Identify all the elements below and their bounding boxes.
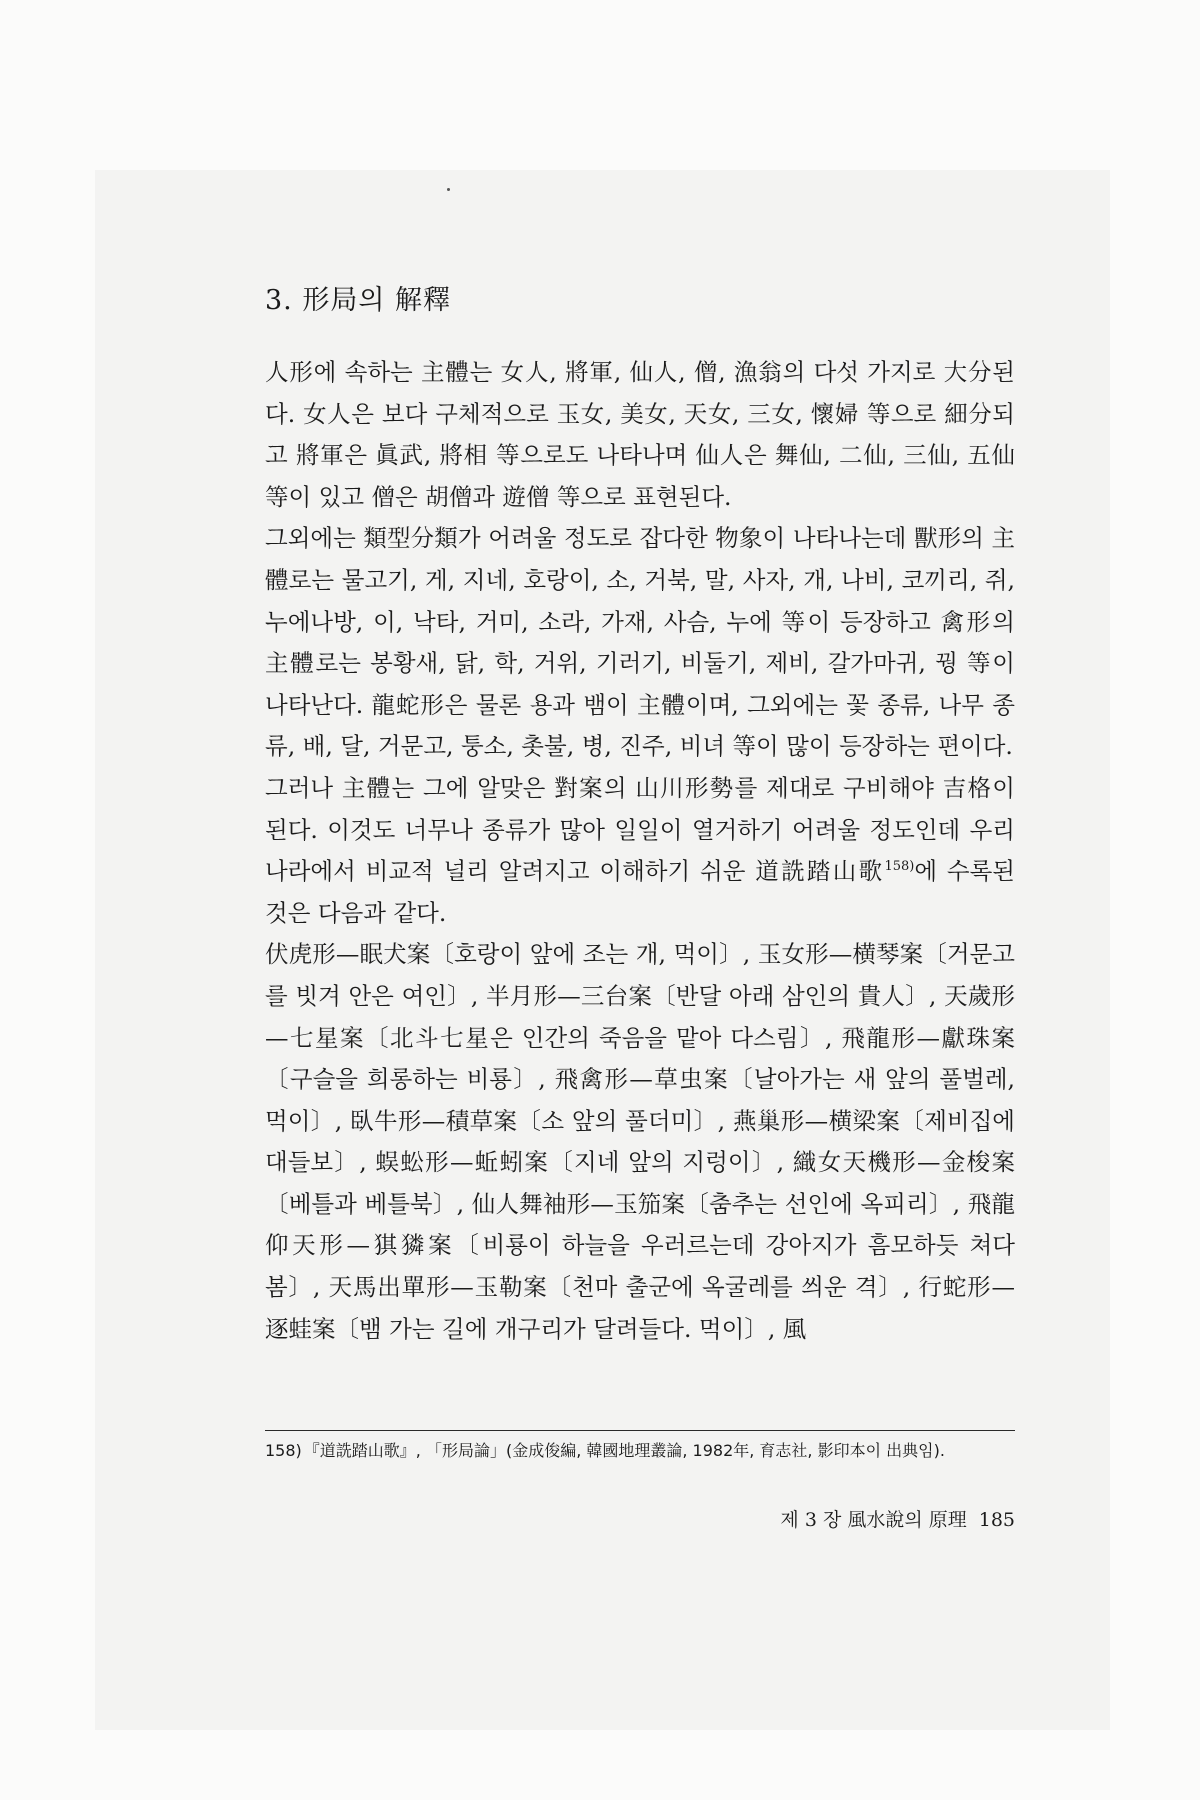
footer-chapter: 제 3 장 風水說의 原理 xyxy=(780,1509,967,1531)
paragraph-2: 그외에는 類型分類가 어려울 정도로 잡다한 物象이 나타나는데 獸形의 主體로는 물고기, 게, 지네, 호랑이, 소, 거북, 말, 사자, 개, 나비, 코끼리, 쥐, 누에나방, 이, 낙타, 거미, 소라, 가재, 사슴, 누에 等이 등장하고 禽形의 主體로는 봉황새, 닭, 학, 거위, 기러기, 비둘기, 제비, 갈가마귀, 꿩 等이 나타난다. 龍蛇形은 물론 용과 뱀이 主體이며, 그외에는 꽃 종류, 나무 종류, 배, 달, 거문고, 퉁소, 촛불, 병, 진주, 비녀 等이 많이 등장하는 편이다. xyxy=(265,524,1015,761)
body-text xyxy=(265,352,1015,1350)
paragraph-3 xyxy=(265,768,1015,934)
section-heading: 3. 形局의 解釋 xyxy=(265,285,452,316)
footnote-reference: 158) xyxy=(884,859,915,875)
footnote-divider xyxy=(265,1430,1015,1431)
page-number: 185 xyxy=(978,1509,1015,1531)
running-footer xyxy=(735,1505,1015,1532)
paragraph-3-text: 그러나 主體는 그에 알맞은 對案의 山川形勢를 제대로 구비해야 吉格이 된다. 이것도 너무나 종류가 많아 일일이 열거하기 어려울 정도인데 우리나라에서 비교적 널리 알려지고 이해하기 쉬운 道詵踏山歌 xyxy=(265,773,1015,886)
footnote-text: 『道詵踏山歌』, 「形局論」(金成俊編, 韓國地理叢論, 1982年, 育志社, 影印本이 出典임). xyxy=(303,1441,945,1460)
paragraph-4: 伏虎形—眠犬案〔호랑이 앞에 조는 개, 먹이〕, 玉女形—横琴案〔거문고를 빗겨 안은 여인〕, 半月形—三台案〔반달 아래 삼인의 貴人〕, 天歲形—七星案〔北斗七星은 인간의 죽음을 맡아 다스림〕, 飛龍形—獻珠案〔구슬을 희롱하는 비룡〕, 飛禽形—草虫案〔날아가는 새 앞의 풀벌레, 먹이〕, 臥牛形—積草案〔소 앞의 풀더미〕, 燕巢形—横梁案〔제비집에 대들보〕, 蜈蚣形—蚯蚓案〔지네 앞의 지렁이〕, 織女天機形—金梭案〔베틀과 베틀북〕, 仙人舞袖形—玉笳案〔춤추는 선인에 옥피리〕, 飛龍仰天形—猉獜案〔비룡이 하늘을 우러르는데 강아지가 흠모하듯 쳐다봄〕, 天馬出單形—玉勒案〔천마 출군에 옥굴레를 씌운 격〕, 行蛇形—逐蛙案〔뱀 가는 길에 개구리가 달려들다. 먹이〕, 風 xyxy=(265,940,1015,1343)
footnote xyxy=(265,1436,1015,1466)
paragraph-3-tail: 에 수록된 것은 다음과 같다. xyxy=(265,857,1015,927)
print-speck xyxy=(447,188,450,191)
footnote-number: 158) xyxy=(265,1441,302,1460)
paragraph-1: 人形에 속하는 主體는 女人, 將軍, 仙人, 僧, 漁翁의 다섯 가지로 大分된다. 女人은 보다 구체적으로 玉女, 美女, 天女, 三女, 懷婦 等으로 細分되고 將軍은 眞武, 將相 等으로도 나타나며 仙人은 舞仙, 二仙, 三仙, 五仙 等이 있고 僧은 胡僧과 遊僧 等으로 표현된다. xyxy=(265,358,1015,511)
